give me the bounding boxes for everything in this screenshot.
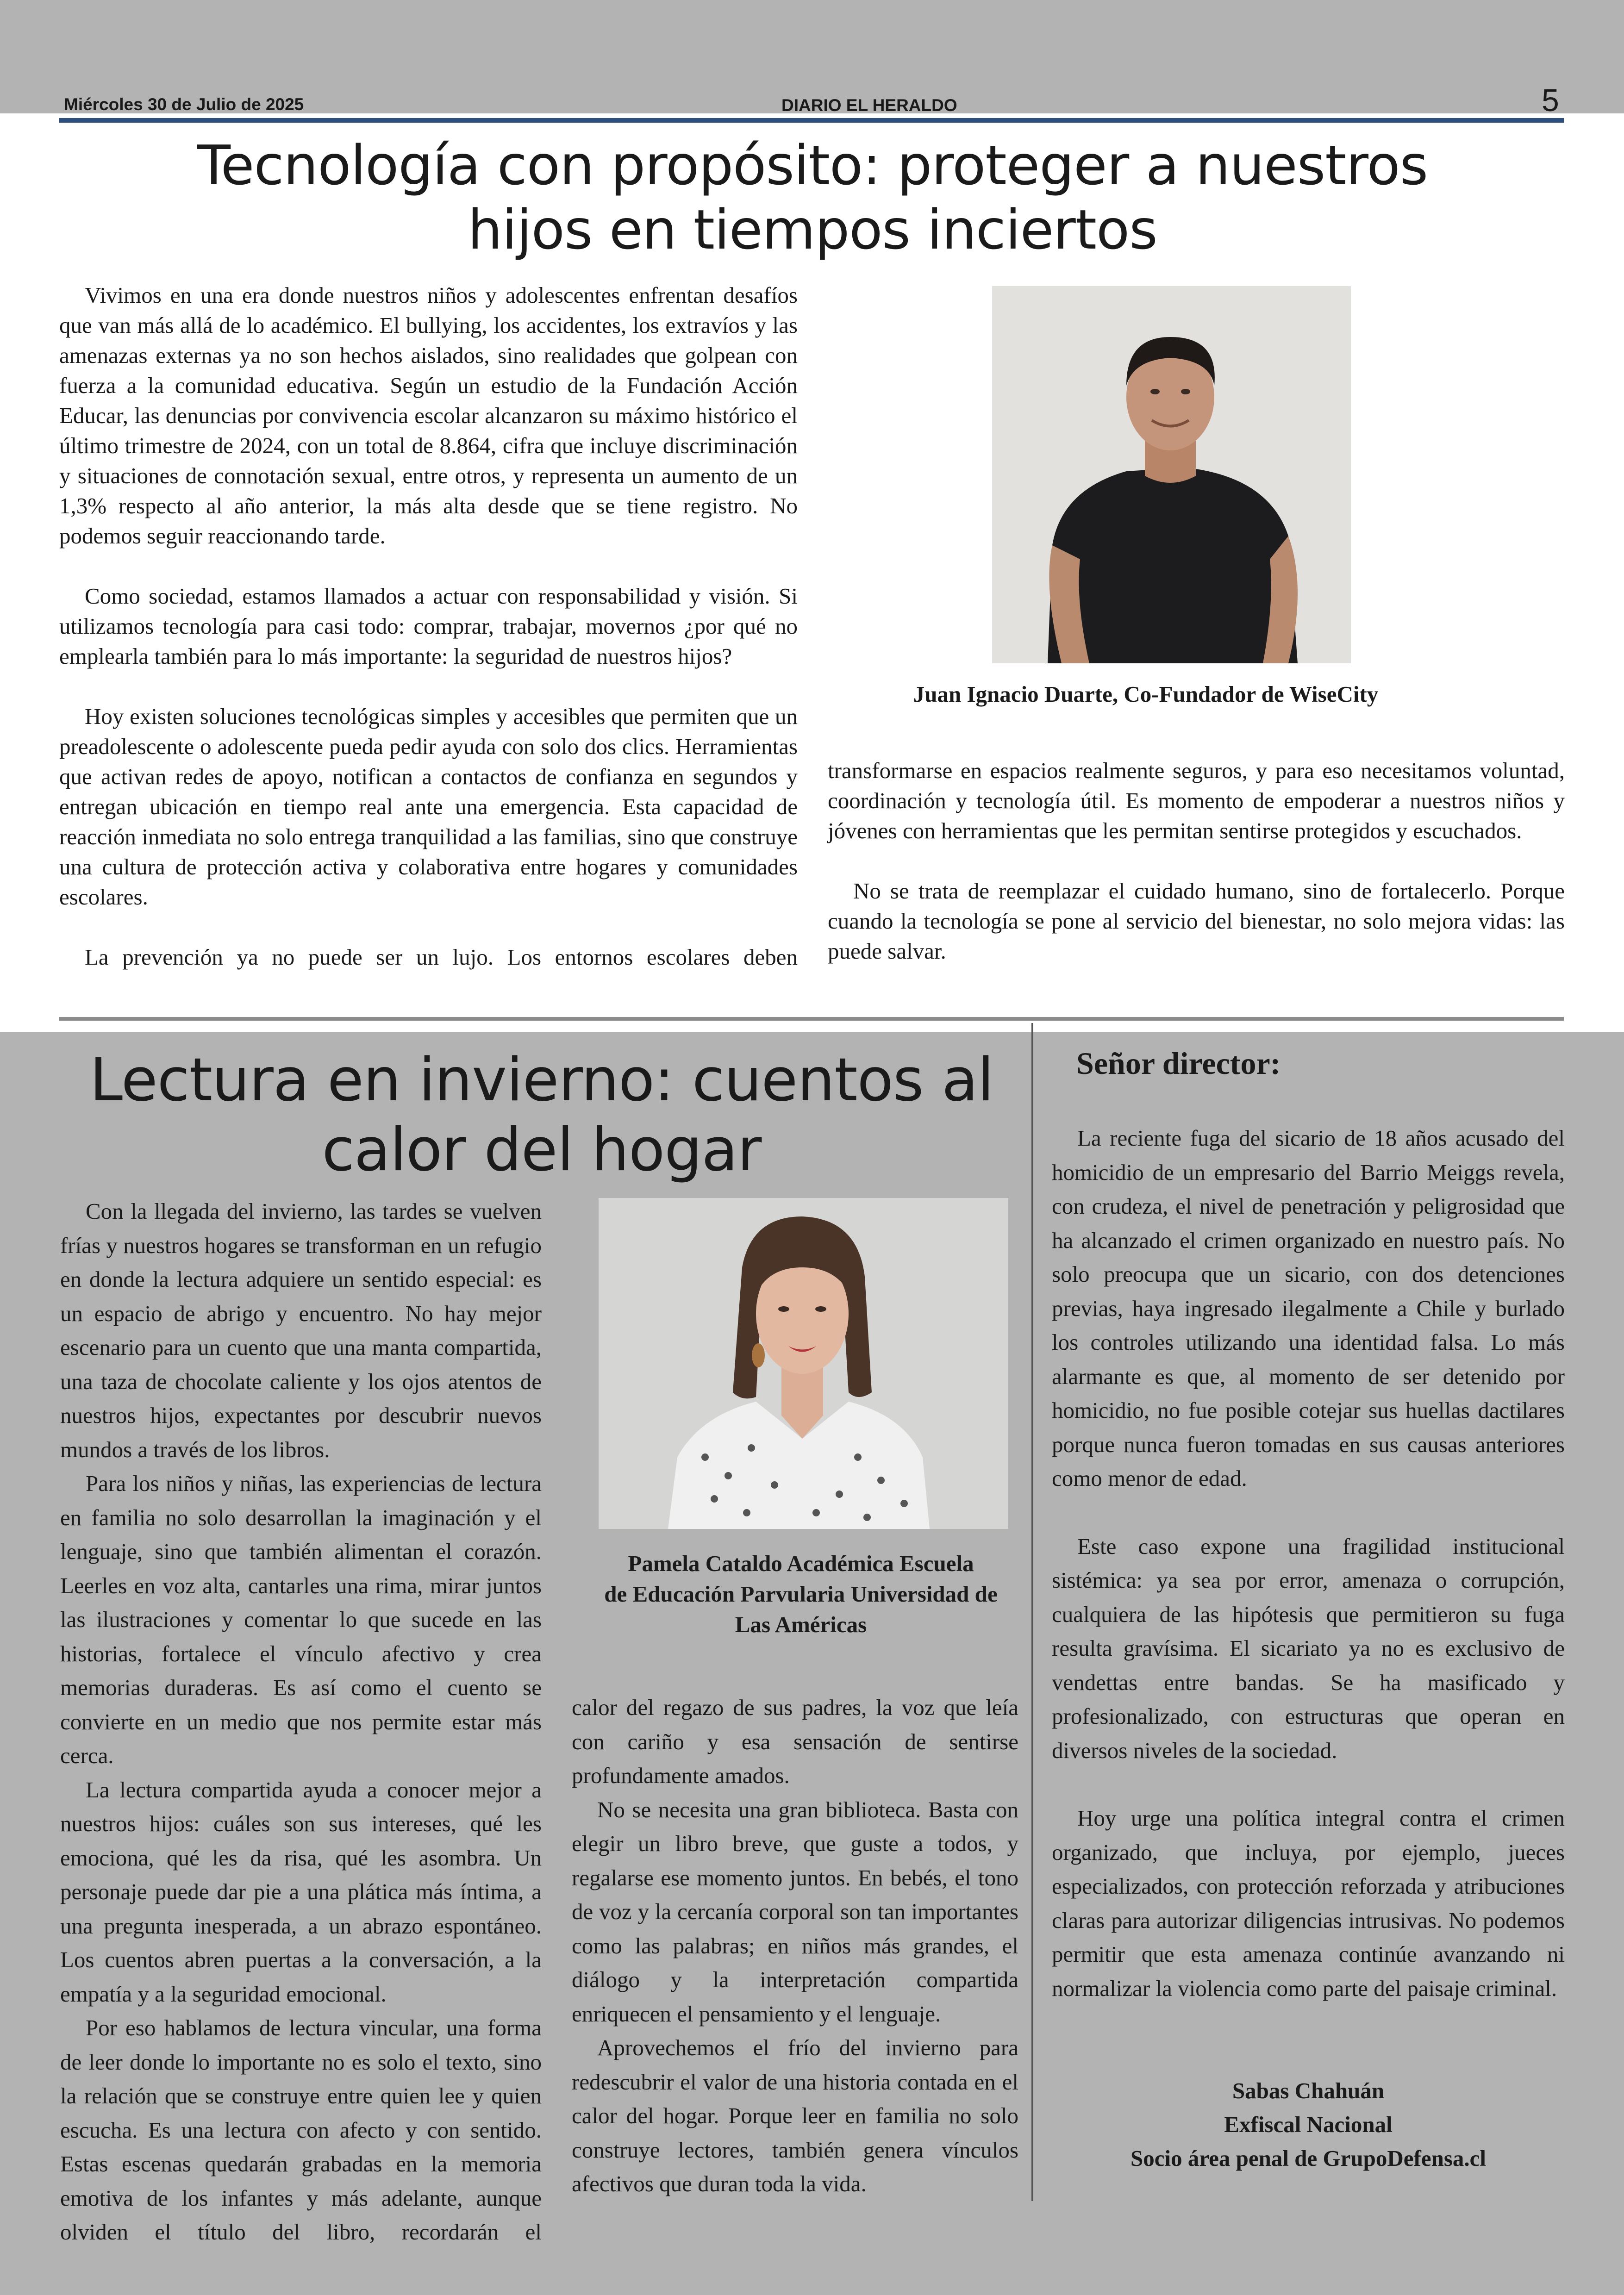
article2-paragraph: Aprovechemos el frío del invierno para redescubrir el valor de una historia contada en el calor del hogar. Porque leer en familia no solo construye lectores, también genera vínculos afectivos que duran toda la vida. <box>572 2035 1018 2196</box>
article1-title <box>93 133 1532 262</box>
letter-paragraph: La reciente fuga del sicario de 18 años acusado del homicidio de un empresario del Barrio Meiggs revela, con crudeza, el nivel de penetración y peligrosidad que ha alcanzado el crimen organizado en nuestro país. No solo preocupa que un sicario, con dos detenciones previas, haya ingresado ilegalmente a Chile y burlado los controles utilizando una identidad falsa. Lo más alarmante es que, al momento de ser detenido por homicidio, no fue posible cotejar sus huellas dactilares porque nunca fueron tomadas en sus causas anteriores como menor de edad. <box>1052 1125 1565 1491</box>
signature-org: Socio área penal de GrupoDefensa.cl <box>1130 2145 1487 2171</box>
column-divider <box>1031 1023 1033 2201</box>
signature-name: Sabas Chahuán <box>1232 2078 1385 2103</box>
letter-heading: Señor director: <box>1076 1046 1281 1081</box>
article1-paragraph: La prevención ya no puede ser un lujo. Los entornos escolares deben <box>85 944 798 970</box>
article2-title <box>60 1045 1023 1185</box>
article2-paragraph: No se necesita una gran biblioteca. Basta con elegir un libro breve, que guste a todos, y regalarse ese momento juntos. En bebés, el tono de voz y la cercanía corporal son tan importantes como las palabras; en niños más grandes, el diálogo y la interpretación compartida enriquecen el pensamiento y el lenguaje. <box>572 1796 1018 2027</box>
article2-caption-line3: Las Américas <box>735 1612 867 1637</box>
article2-paragraph: Con la llegada del invierno, las tardes se vuelven frías y nuestros hogares se transforman en un refugio en donde la lectura adquiere un sentido especial: es un espacio de abrigo y encuentro. No hay mejor escenario para un cuento que una manta compartida, una taza de chocolate caliente y los ojos atentos de nuestros hijos, expectantes por descubrir nuevos mundos a través de los libros. <box>60 1198 542 1462</box>
article1-title-line2: hijos en tiempos inciertos <box>468 198 1157 262</box>
article1-right-column <box>828 755 1565 966</box>
article1-paragraph: Como sociedad, estamos llamados a actuar con responsabilidad y visión. Si utilizamos tecnología para casi todo: comprar, trabajar, movernos ¿por qué no emplearla también para lo más importante: la seguridad de nuestros hijos? <box>59 583 798 669</box>
article2-title-line2: calor del hogar <box>322 1116 762 1185</box>
letter-body <box>1052 1121 1565 2005</box>
article2-paragraph: Para los niños y niñas, las experiencias de lectura en familia no solo desarrollan la imaginación y el lenguaje, sino que también alimentan el corazón. Leerles en voz alta, cantarles una rima, mirar juntos las ilustraciones y comentar lo que sucede en las historias, fortalece el vínculo afectivo y crea memorias duraderas. Es así como el cuento se convierte en un medio que nos permite estar más cerca. <box>60 1471 542 1768</box>
article2-paragraph: Por eso hablamos de lectura vincular, una forma de leer donde lo importante no es solo el texto, sino la relación que se construye entre quien lee y quien escucha. Es una lectura con afecto y con sentido. Estas escenas quedarán grabadas en la memoria emotiva de los infantes y más adelante, aunque olviden el título del libro, recordarán el <box>60 2015 542 2245</box>
letter-signature <box>1052 2074 1565 2175</box>
article2-column-2 <box>572 1690 1018 2201</box>
article1-left-column <box>59 280 798 972</box>
article1-paragraph: Vivimos en una era donde nuestros niños y adolescentes enfrentan desafíos que van más allá de lo académico. El bullying, los accidentes, los extravíos y las amenazas externas ya no son hechos aislados, sino realidades que golpean con fuerza a la comunidad educativa. Según un estudio de la Fundación Acción Educar, las denuncias por convivencia escolar alcanzaron su máximo histórico el último trimestre de 2024, con un total de 8.864, cifra que incluye discriminación y situaciones de connotación sexual, entre otros, y representa un aumento de un 1,3% respecto al año anterior, la más alta desde que se tiene registro. No podemos seguir reaccionando tarde. <box>59 282 798 549</box>
section-divider <box>59 1017 1564 1021</box>
author-photo-pamela-cataldo <box>599 1198 1008 1529</box>
article1-paragraph: Hoy existen soluciones tecnológicas simples y accesibles que permiten que un preadolescente o adolescente pueda pedir ayuda con solo dos clics. Herramientas que activan redes de apoyo, notifican a contactos de confianza en segundos y entregan ubicación en tiempo real ante una emergencia. Esta capacidad de reacción inmediata no solo entrega tranquilidad a las familias, sino que construye una cultura de protección activa y colaborativa entre hogares y comunidades escolares. <box>59 704 798 910</box>
article2-caption-line2: de Educación Parvularia Universidad de <box>604 1581 998 1607</box>
author-photo-juan-ignacio-duarte <box>992 286 1351 663</box>
article1-paragraph: No se trata de reemplazar el cuidado humano, sino de fortalecerlo. Porque cuando la tecnología se pone al servicio del bienestar, no solo mejora vidas: las puede salvar. <box>828 878 1565 964</box>
article1-title-line1: Tecnología con propósito: proteger a nuestros <box>197 133 1428 197</box>
letter-paragraph: Hoy urge una política integral contra el crimen organizado, que incluya, por ejemplo, jueces especializados, con protección reforzada y atribuciones claras para autorizar diligencias intrusivas. No podemos permitir que esta amenaza continúe avanzando ni normalizar la violencia como parte del paisaje criminal. <box>1052 1805 1565 2001</box>
issue-date: Miércoles 30 de Julio de 2025 <box>64 95 304 114</box>
newspaper-name: DIARIO EL HERALDO <box>781 96 957 115</box>
article2-paragraph: La lectura compartida ayuda a conocer mejor a nuestros hijos: cuáles son sus intereses, qué les emociona, qué les da risa, qué les asombra. Un personaje puede dar pie a una plática más íntima, a una pregunta inesperada, a un abrazo espontáneo. Los cuentos abren puertas a la conversación, a la empatía y a la seguridad emocional. <box>60 1777 542 2007</box>
signature-title: Exfiscal Nacional <box>1224 2112 1393 2137</box>
article1-caption: Juan Ignacio Duarte, Co-Fundador de WiseCity <box>913 681 1379 707</box>
article2-caption <box>574 1548 1028 1640</box>
header-rule <box>59 118 1564 123</box>
article2-title-line1: Lectura en invierno: cuentos al <box>89 1046 994 1115</box>
article1-paragraph: transformarse en espacios realmente seguros, y para eso necesitamos voluntad, coordinación y tecnología útil. Es momento de empoderar a nuestros niños y jóvenes con herramientas que les permitan sentirse protegidos y escuchados. <box>828 758 1565 843</box>
letter-paragraph: Este caso expone una fragilidad institucional sistémica: ya sea por error, amenaza o corrupción, cualquiera de las hipótesis que permitieron su fuga resulta gravísima. El sicariato ya no es exclusivo de vendettas entre bandas. Se ha masificado y profesionalizado, con estructuras que operan en diversos niveles de la sociedad. <box>1052 1533 1565 1763</box>
article2-caption-line1: Pamela Cataldo Académica Escuela <box>628 1551 974 1576</box>
article2-paragraph: calor del regazo de sus padres, la voz que leía con cariño y esa sensación de sentirse profundamente amados. <box>572 1695 1018 1788</box>
page-number: 5 <box>1542 83 1559 118</box>
article2-column-1 <box>60 1194 542 2249</box>
